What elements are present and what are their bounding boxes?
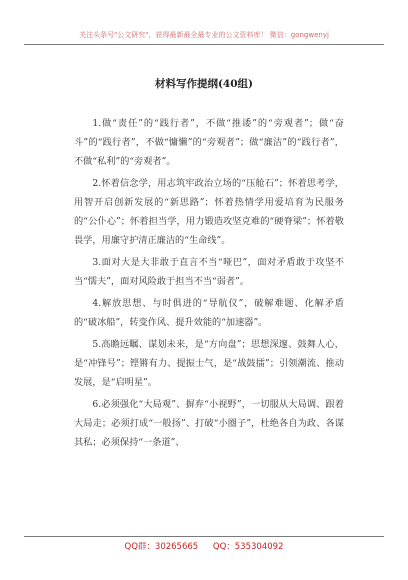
footer-qq: QQ：535304092 [212, 542, 284, 552]
footer-divider [24, 536, 384, 537]
footer-contact [0, 540, 408, 552]
header-note: 关注头条号"公文研究"，获得最新最全最专业的公文资料库！ 微信：gongwenyj [79, 31, 329, 39]
paragraph-5: 5.高瞻远瞩、谋划未来，是“方向盘”；思想深邃、鼓舞人心，是“冲锋号”；铿锵有力、提振士气，是“战鼓擂”；引领潮流、推动发展，是“启明星”。 [74, 339, 344, 388]
footer-qq-group: QQ群：30265665 [124, 542, 199, 552]
paragraph-4: 4.解放思想、与时俱进的“导航仪”，破解难题、化解矛盾的“破冰船”，转变作风、提升效能的“加速器”。 [74, 298, 344, 328]
paragraph-6: 6.必须强化“大局观”、摒弃“小视野”，一切服从大局调、跟着大局走；必须打成“一般扬”、打破“小圈子”，杜绝各自为政、各谋其私；必须保持“一条道”、 [74, 399, 344, 448]
paragraph-3: 3.面对大是大非敢于直言不当“哑巴”，面对矛盾敢于攻坚不当“懦夫”，面对风险敢于担当不当“弱者”。 [74, 257, 344, 287]
document-title: 材料写作提纲(40组) [154, 78, 254, 90]
paragraph-1: 1.做“责任”的“践行者”，不做“推诿”的“旁观者”；做“奋斗”的“践行者”，不做“慵懒”的“旁观者”；做“廉洁”的“践行者”，不做“私利”的“旁观者”。 [74, 118, 344, 167]
paragraph-2: 2.怀着信念学，用志筑牢政治立场的“压舱石”；怀着思考学，用智开启创新发展的“新思路”；怀着热情学用爱培育为民服务的“公仆心”；怀着担当学，用力锻造攻坚克难的“硬脊梁”；怀着敬畏学，用廉守护清正廉洁的“生命线”。 [74, 178, 344, 246]
header-divider [24, 44, 384, 45]
document-body [74, 114, 344, 455]
